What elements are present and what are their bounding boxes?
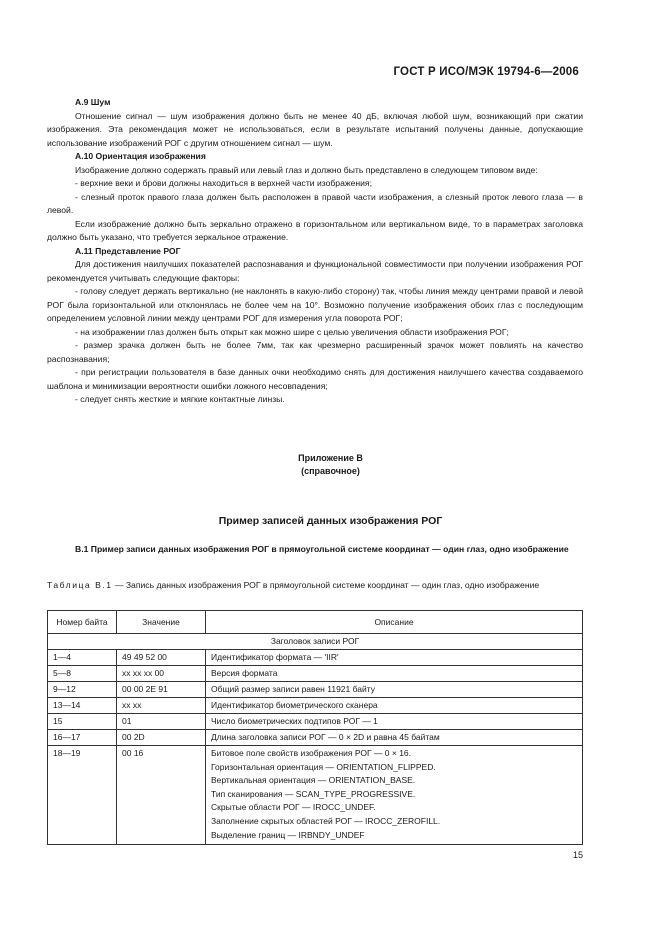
cell-bytes: 16—17	[48, 730, 117, 746]
document-body	[47, 96, 583, 407]
cell-description	[206, 746, 583, 845]
header-description: Описание	[206, 611, 583, 634]
cell-bytes: 5—8	[48, 666, 117, 682]
table-row	[48, 714, 583, 730]
table-row	[48, 666, 583, 682]
description-line: Скрытые области РОГ — IROCC_UNDEF.	[211, 802, 376, 813]
cell-value: 01	[117, 714, 206, 730]
table-header-row	[48, 611, 583, 634]
section-a11-bullet: - на изображении глаз должен быть открыт как можно шире с целью увеличения области изображения РОГ;	[75, 326, 509, 337]
header-byte-number: Номер байта	[48, 611, 117, 634]
cell-value: 00 16	[117, 746, 206, 845]
description-line: Выделение границ — IRBNDY_UNDEF	[211, 829, 365, 840]
cell-description: Длина заголовка записи РОГ — 0 × 2D и равна 45 байтам	[206, 730, 583, 746]
section-a9-paragraph: Отношение сигнал — шум изображения должно быть не менее 40 дБ, включая любой шум, возникающий при сжатии изображения. Эта рекомендация может не использоваться, если в результате испытаний получены данные, допускающие использование изображений РОГ с другим отношением сигнал — шум.	[47, 110, 583, 148]
section-a11-title: А.11 Представление РОГ	[75, 245, 181, 256]
description-line: Битовое поле свойств изображения РОГ — 0 × 16.	[211, 748, 412, 758]
description-line: Тип сканирования — SCAN_TYPE_PROGRESSIVE.	[211, 788, 416, 799]
section-a10-paragraph: Изображение должно содержать правый или левый глаз и должно быть представлено в следующем типовом виде:	[75, 164, 538, 175]
cell-description: Идентификатор биометрического сканера	[206, 698, 583, 714]
cell-bytes: 15	[48, 714, 117, 730]
section-a11-bullet: - голову следует держать вертикально (не наклонять в какую-либо сторону) так, чтобы линия между центрами правой и левой РОГ была горизонтальной или отклонялась не более чем на 10°. Возможно получение изображения обоих глаз с последующим определением условной линии между центрами РОГ для измерения угла поворота РОГ;	[47, 286, 583, 323]
cell-description: Идентификатор формата — 'IIR'	[206, 650, 583, 666]
table-row	[48, 650, 583, 666]
cell-bytes: 1—4	[48, 650, 117, 666]
cell-value: 00 00 2E 91	[117, 682, 206, 698]
iris-record-table	[47, 610, 583, 845]
table-caption-text: — Запись данных изображения РОГ в прямоугольной системе координат — один глаз, одно изображение	[112, 580, 540, 590]
section-a11-bullet: - при регистрации пользователя в базе данных очки необходимо снять для достижения наилучшего качества создаваемого шаблона и минимизации вероятности ошибки ложного несовпадения;	[47, 367, 583, 391]
cell-value: xx xx xx 00	[117, 666, 206, 682]
section-b1-title: В.1 Пример записи данных изображения РОГ в прямоугольной системе координат — один глаз, одно изображение	[75, 544, 569, 554]
appendix-subtitle: (справочное)	[301, 466, 360, 476]
header-value: Значение	[117, 611, 206, 634]
table-row	[48, 746, 583, 845]
table-group-row	[48, 634, 583, 650]
appendix-title: Приложение В	[298, 453, 363, 463]
cell-bytes: 13—14	[48, 698, 117, 714]
cell-value: 49 49 52 00	[117, 650, 206, 666]
section-a11-bullet: - следует снять жесткие и мягкие контактные линзы.	[75, 394, 285, 404]
cell-bytes: 18—19	[48, 746, 117, 845]
description-line: Вертикальная ориентация — ORIENTATION_BASE.	[211, 775, 416, 786]
document-header: ГОСТ Р ИСО/МЭК 19794-6—2006	[393, 66, 579, 78]
table-caption	[47, 579, 583, 592]
cell-value: 00 2D	[117, 730, 206, 746]
section-a11-paragraph: Для достижения наилучших показателей распознавания и функциональной совместимости при получении изображения РОГ рекомендуется учитывать следующие факторы:	[47, 259, 583, 283]
table-row	[48, 698, 583, 714]
cell-description: Число биометрических подтипов РОГ — 1	[206, 714, 583, 730]
cell-description: Общий размер записи равен 11921 байту	[206, 682, 583, 698]
page-number: 15	[572, 850, 583, 860]
section-a10-bullet: - верхние веки и брови должны находиться в верхней части изображения;	[75, 178, 372, 188]
section-a10-title: А.10 Ориентация изображения	[75, 151, 206, 161]
table-row	[48, 730, 583, 746]
section-a11-bullet: - размер зрачка должен быть не более 7мм, так как чрезмерно расширенный зрачок может повлиять на качество распознавания;	[47, 340, 583, 364]
description-line: Заполнение скрытых областей РОГ — IROCC_ZEROFILL.	[211, 815, 441, 826]
cell-value: xx xx	[117, 698, 206, 714]
section-a9-title: А.9 Шум	[75, 97, 111, 107]
description-line: Горизонтальная ориентация — ORIENTATION_FLIPPED.	[211, 761, 436, 772]
appendix-heading: Пример записей данных изображения РОГ	[218, 515, 443, 527]
cell-description: Версия формата	[206, 666, 583, 682]
group-label: Заголовок записи РОГ	[48, 634, 583, 650]
section-a10-paragraph: Если изображение должно быть зеркально отражено в горизонтальном или вертикальном виде, то в параметрах заголовка должно быть указано, что требуется зеркальное отражение.	[47, 218, 583, 242]
table-row	[48, 682, 583, 698]
section-a10-bullet: - слезный проток правого глаза должен быть расположен в правой части изображения, а слезный проток левого глаза — в левой.	[47, 191, 583, 215]
table-caption-label: Таблица В.1	[47, 580, 113, 590]
cell-bytes: 9—12	[48, 682, 117, 698]
